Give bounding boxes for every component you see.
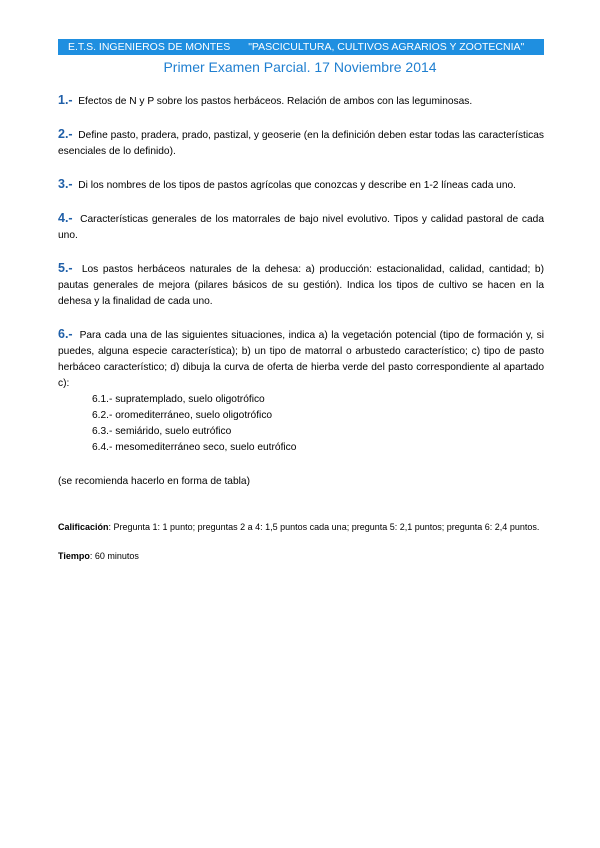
time-info: [58, 549, 544, 564]
question-1: [58, 92, 544, 110]
question-number: 6.-: [58, 327, 73, 341]
question-number: 5.-: [58, 261, 73, 275]
question-text: Efectos de N y P sobre los pastos herbáceos. Relación de ambos con las leguminosas.: [78, 96, 473, 107]
subitem: 6.3.- semiárido, suelo eutrófico: [92, 426, 232, 437]
question-5: [58, 260, 544, 310]
question-text: Define pasto, pradera, prado, pastizal, y geoserie (en la definición deben estar todas las características esenciales de lo definido).: [58, 130, 544, 157]
subitem: 6.2.- oromediterráneo, suelo oligotrófico: [92, 410, 273, 421]
exam-title: Primer Examen Parcial. 17 Noviembre 2014: [163, 59, 437, 75]
question-2: [58, 126, 544, 160]
question-6: [58, 326, 544, 392]
subitem-list: [58, 392, 544, 456]
course-name: "PASCICULTURA, CULTIVOS AGRARIOS Y ZOOTECNIA": [248, 41, 525, 53]
question-text: Los pastos herbáceos naturales de la dehesa: a) producción: estacionalidad, calidad, cantidad; b) pautas generales de mejora (pilares básicos de su gestión). Indica los tipos de cultivo se hacen en la dehesa y la finalidad de cada uno.: [58, 264, 544, 307]
header-banner: [58, 39, 544, 55]
subitem: 6.4.- mesomediterráneo seco, suelo eutrófico: [92, 442, 297, 453]
subitem: 6.1.- supratemplado, suelo oligotrófico: [92, 394, 265, 405]
question-number: 2.-: [58, 127, 73, 141]
grading-label: Calificación: [58, 522, 109, 532]
question-text: Para cada una de las siguientes situaciones, indica a) la vegetación potencial (tipo de formación y, si puedes, alguna especie característica); b) un tipo de matorral o arbustedo característico; c) tipo de pasto herbáceo característico; d) dibuja la curva de oferta de hierba verde del pasto correspondiente al apartado c):: [58, 330, 544, 389]
exam-body: [58, 92, 544, 564]
question-4: [58, 210, 544, 244]
question-number: 3.-: [58, 177, 73, 191]
question-text: Características generales de los matorrales de bajo nivel evolutivo. Tipos y calidad pastoral de cada uno.: [58, 214, 544, 241]
table-note: (se recomienda hacerlo en forma de tabla): [58, 476, 250, 487]
grading-text: : Pregunta 1: 1 punto; preguntas 2 a 4: 1,5 puntos cada una; pregunta 5: 2,1 puntos; pregunta 6: 2,4 puntos.: [108, 522, 540, 532]
school-name: E.T.S. INGENIEROS DE MONTES: [68, 41, 231, 53]
time-text: : 60 minutos: [89, 551, 139, 561]
question-text: Di los nombres de los tipos de pastos agrícolas que conozcas y describe en 1-2 líneas cada uno.: [78, 180, 517, 191]
time-label: Tiempo: [58, 551, 90, 561]
question-number: 4.-: [58, 211, 73, 225]
question-3: [58, 176, 544, 194]
grading-info: [58, 520, 544, 535]
question-number: 1.-: [58, 93, 73, 107]
